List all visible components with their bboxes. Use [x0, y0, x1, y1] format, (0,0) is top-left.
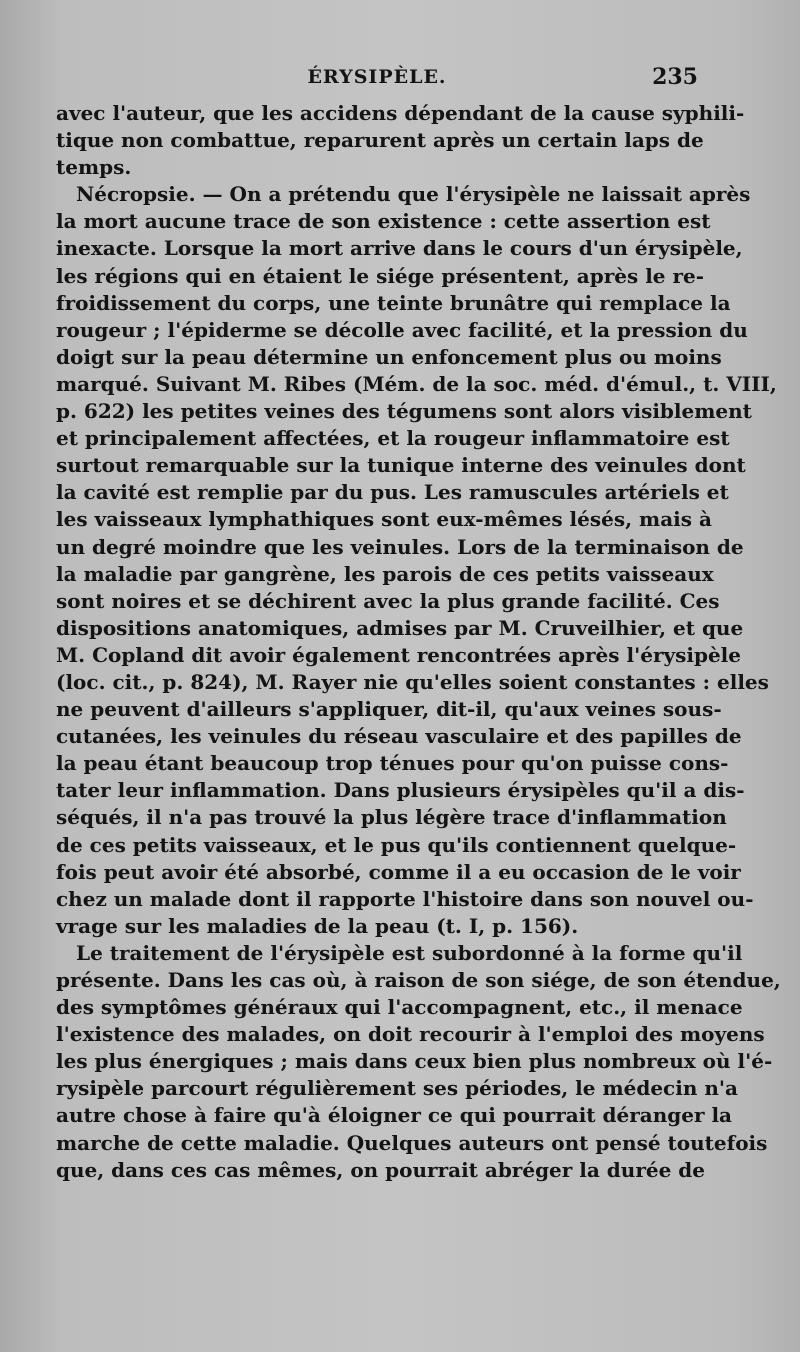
- text-line: avec l'auteur, que les accidens dépendant de la cause syphili-: [56, 101, 745, 125]
- text-line: (loc. cit., p. 824), M. Rayer nie qu'elles soient constantes : elles: [56, 669, 769, 694]
- text-line: que, dans ces cas mêmes, on pourrait abréger la durée de: [56, 1157, 705, 1182]
- text-line: ne peuvent d'ailleurs s'appliquer, dit-il, qu'aux veines sous-: [56, 697, 722, 722]
- text-line: de ces petits vaisseaux, et le pus qu'ils contiennent quelque-: [56, 832, 737, 857]
- text-line: séqués, il n'a pas trouvé la plus légère trace d'inflammation: [56, 805, 727, 830]
- text-line: temps.: [56, 155, 132, 180]
- running-title: ÉRYSIPÈLE.: [307, 66, 447, 88]
- text-line: doigt sur la peau détermine un enfoncement plus ou moins: [56, 344, 722, 369]
- text-line: autre chose à faire qu'à éloigner ce qui pourrait déranger la: [56, 1103, 733, 1128]
- text-line: tater leur inflammation. Dans plusieurs érysipèles qu'il a dis-: [56, 778, 745, 803]
- text-line: p. 622) les petites veines des tégumens sont alors visiblement: [56, 399, 752, 424]
- page-header: [56, 64, 698, 94]
- text-line: vrage sur les maladies de la peau (t. I, p. 156).: [56, 913, 579, 938]
- page-number: 235: [652, 64, 698, 90]
- text-line: la mort aucune trace de son existence : cette assertion est: [56, 209, 711, 234]
- text-line: cutanées, les veinules du réseau vasculaire et des papilles de: [56, 724, 742, 749]
- text-line: tique non combattue, reparurent après un certain laps de: [56, 128, 704, 153]
- text-line: marqué. Suivant M. Ribes (Mém. de la soc. méd. d'émul., t. VIII,: [56, 371, 777, 396]
- text-line: Le traitement de l'érysipèle est subordonné à la forme qu'il: [76, 940, 743, 965]
- text-line: marche de cette maladie. Quelques auteurs ont pensé toutefois: [56, 1130, 768, 1155]
- text-line: surtout remarquable sur la tunique interne des veinules dont: [56, 453, 746, 478]
- text-line: la cavité est remplie par du pus. Les ramuscules artériels et: [56, 480, 729, 505]
- text-line: l'existence des malades, on doit recourir à l'emploi des moyens: [56, 1022, 765, 1047]
- body-text: [56, 100, 781, 1184]
- text-line: des symptômes généraux qui l'accompagnent, etc., il menace: [56, 995, 743, 1020]
- text-line: inexacte. Lorsque la mort arrive dans le cours d'un érysipèle,: [56, 236, 743, 261]
- text-line: la maladie par gangrène, les parois de ces petits vaisseaux: [56, 561, 714, 586]
- text-line: Nécropsie. — On a prétendu que l'érysipèle ne laissait après: [76, 182, 751, 207]
- text-line: sont noires et se déchirent avec la plus grande facilité. Ces: [56, 588, 720, 613]
- text-line: chez un malade dont il rapporte l'histoire dans son nouvel ou-: [56, 886, 754, 911]
- text-line: un degré moindre que les veinules. Lors de la terminaison de: [56, 534, 744, 559]
- text-line: froidissement du corps, une teinte brunâtre qui remplace la: [56, 290, 731, 315]
- text-line: les plus énergiques ; mais dans ceux bien plus nombreux où l'é-: [56, 1049, 773, 1074]
- text-line: les vaisseaux lymphathiques sont eux-mêmes lésés, mais à: [56, 507, 712, 532]
- text-line: fois peut avoir été absorbé, comme il a eu occasion de le voir: [56, 859, 741, 884]
- text-line: rougeur ; l'épiderme se décolle avec facilité, et la pression du: [56, 317, 748, 342]
- text-line: les régions qui en étaient le siége présentent, après le re-: [56, 263, 705, 288]
- text-line: présente. Dans les cas où, à raison de son siége, de son étendue,: [56, 968, 781, 992]
- text-line: rysipèle parcourt régulièrement ses périodes, le médecin n'a: [56, 1076, 738, 1101]
- text-line: M. Copland dit avoir également rencontrées après l'érysipèle: [56, 642, 741, 667]
- text-line: la peau étant beaucoup trop ténues pour qu'on puisse cons-: [56, 751, 729, 776]
- text-line: et principalement affectées, et la rougeur inflammatoire est: [56, 426, 730, 451]
- text-line: dispositions anatomiques, admises par M. Cruveilhier, et que: [56, 615, 744, 640]
